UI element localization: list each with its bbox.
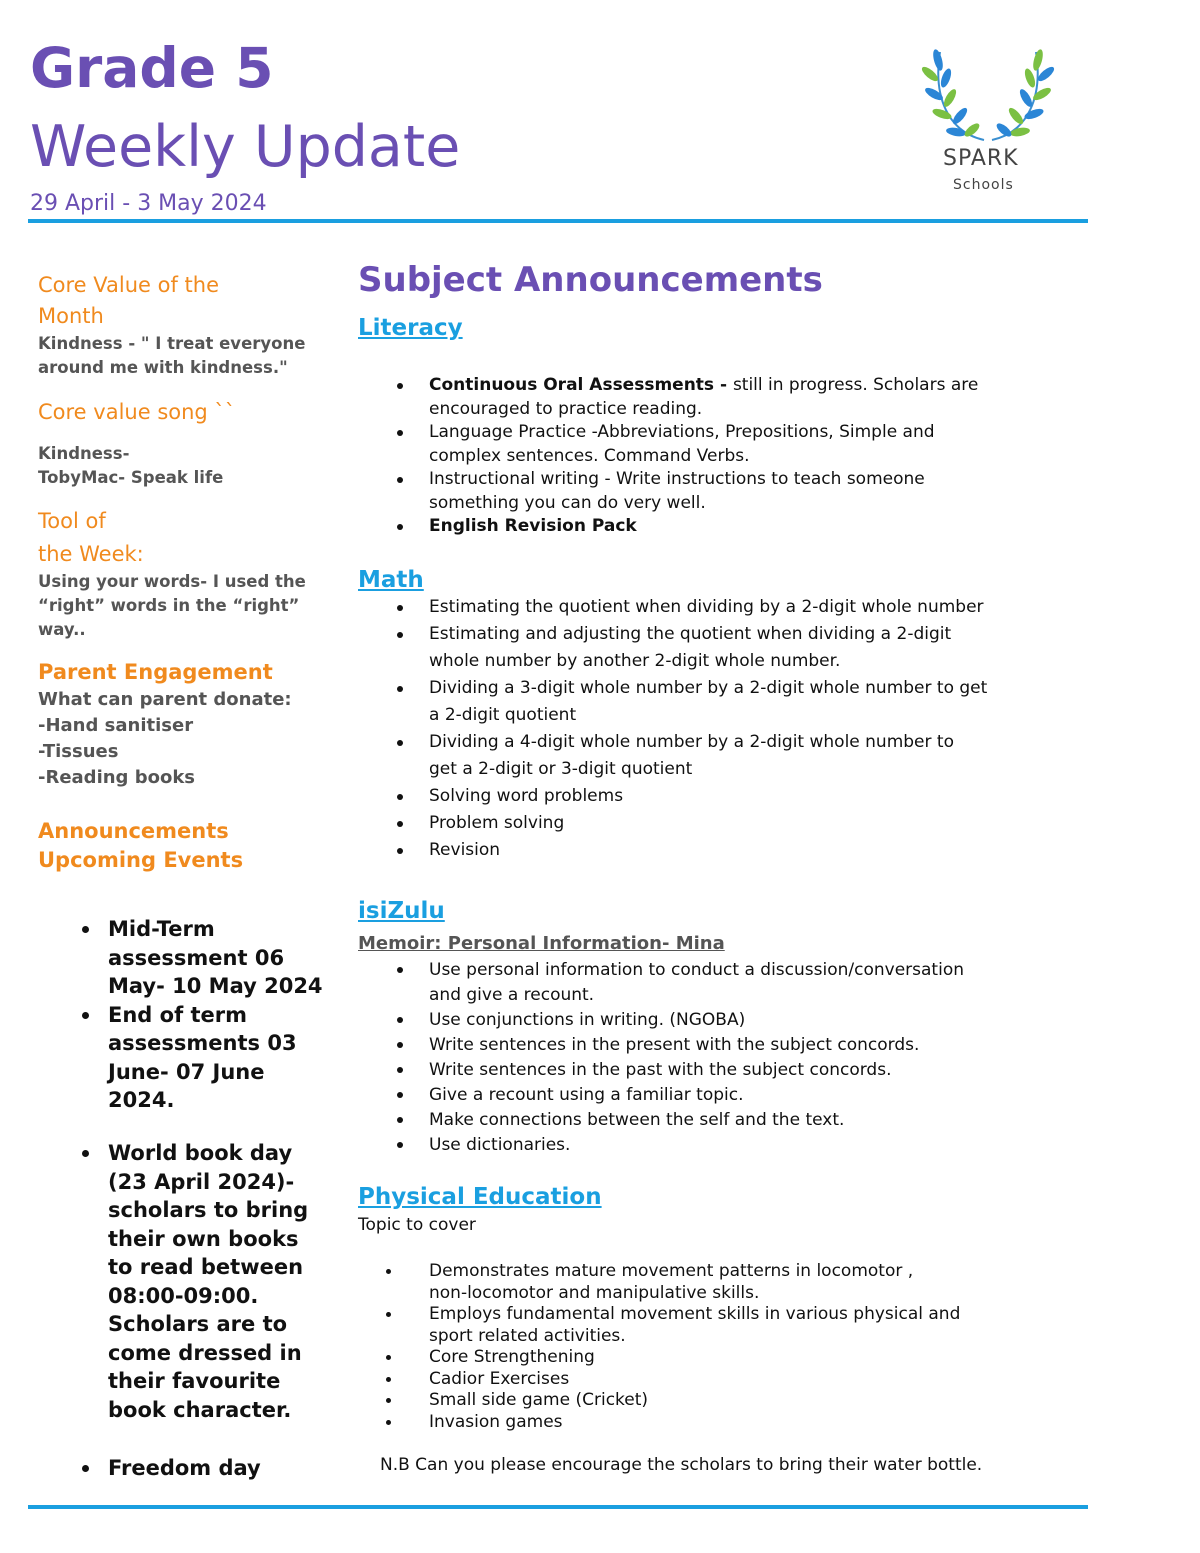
list-item	[358, 729, 1118, 783]
list-item	[358, 1347, 1118, 1369]
item-text: a 2-digit quotient	[429, 705, 577, 725]
core-value-heading-line-2: Month	[38, 304, 104, 328]
date-range: 29 April - 3 May 2024	[30, 191, 267, 216]
events-list-a	[38, 915, 338, 1115]
event-line: assessment 06	[108, 945, 285, 970]
item-text: Language Practice -Abbreviations, Prepositions, Simple and	[429, 422, 935, 442]
footer-divider	[28, 1505, 1088, 1509]
list-item	[358, 1008, 1118, 1033]
event-line: 08:00-09:00.	[108, 1283, 259, 1308]
tool-heading-line-2: the Week:	[38, 542, 144, 566]
event-line: book character.	[108, 1397, 292, 1422]
event-line: their favourite	[108, 1369, 281, 1393]
item-text: Use dictionaries.	[429, 1135, 571, 1155]
bullet-icon	[397, 1092, 403, 1098]
physical-education-heading[interactable]: Physical Education	[358, 1184, 602, 1210]
list-item	[358, 468, 1118, 515]
bullet-icon	[397, 605, 403, 611]
bullet-icon	[386, 1377, 391, 1382]
isizulu-subheading: Memoir: Personal Information- Mina	[358, 933, 725, 954]
item-text: Solving word problems	[429, 786, 624, 806]
core-value-text-line-1: Kindness - " I treat everyone	[38, 334, 306, 353]
bullet-icon	[397, 632, 403, 638]
bullet-icon	[397, 1042, 403, 1048]
item-text: Use conjunctions in writing. (NGOBA)	[429, 1010, 746, 1030]
events-list-c	[38, 1454, 338, 1483]
list-item	[358, 594, 1118, 621]
bullet-icon	[397, 848, 403, 854]
pe-intro: Topic to cover	[358, 1215, 476, 1235]
bullet-icon	[397, 1142, 403, 1148]
item-text: Estimating the quotient when dividing by a 2-digit whole number	[429, 597, 984, 617]
item-text: non-locomotor and manipulative skills.	[429, 1282, 760, 1303]
header-divider	[28, 219, 1088, 223]
list-item	[358, 1083, 1118, 1108]
bullet-icon	[82, 926, 89, 933]
bullet-icon	[386, 1269, 391, 1274]
list-item	[358, 1369, 1118, 1391]
bullet-icon	[397, 821, 403, 827]
event-line: (23 April 2024)-	[108, 1169, 295, 1194]
bullet-icon	[397, 1067, 403, 1073]
item-text: Give a recount using a familiar topic.	[429, 1085, 744, 1105]
item-text: Instructional writing - Write instructions to teach someone	[429, 469, 925, 489]
item-text: still in progress. Scholars are	[732, 375, 979, 395]
bullet-icon	[386, 1312, 391, 1317]
pe-note: N.B Can you please encourage the scholars to bring their water bottle.	[380, 1455, 983, 1475]
item-text: Cadior Exercises	[429, 1368, 570, 1389]
bullet-icon	[397, 740, 403, 746]
spark-schools-logo	[918, 42, 1058, 197]
literacy-heading[interactable]: Literacy	[358, 315, 463, 341]
bullet-icon	[397, 477, 403, 483]
parent-line: -Hand sanitiser	[38, 715, 194, 736]
item-text: Write sentences in the past with the subject concords.	[429, 1060, 892, 1080]
logo-text-spark: SPARK	[943, 146, 1019, 171]
list-item	[358, 1390, 1118, 1412]
upcoming-events-heading: Upcoming Events	[38, 848, 244, 872]
bullet-icon	[397, 967, 403, 973]
isizulu-list	[358, 958, 1118, 1158]
item-text: Core Strengthening	[429, 1347, 595, 1367]
event-line: Scholars are to	[108, 1312, 288, 1336]
item-text: and give a recount.	[429, 985, 595, 1005]
event-line: 2024.	[108, 1088, 175, 1112]
parent-line: -Tissues	[38, 741, 119, 762]
list-item	[358, 783, 1118, 810]
subject-announcements-title: Subject Announcements	[358, 260, 823, 300]
item-text: encouraged to practice reading.	[429, 398, 703, 419]
list-item	[38, 1454, 338, 1483]
item-text: Demonstrates mature movement patterns in locomotor ,	[429, 1261, 914, 1281]
list-item	[358, 958, 1118, 1008]
item-text: complex sentences. Command Verbs.	[429, 445, 750, 466]
logo-text-schools: Schools	[953, 177, 1014, 193]
literacy-list	[358, 374, 1118, 539]
list-item	[358, 621, 1118, 675]
item-text: something you can do very well.	[429, 492, 706, 513]
core-value-text-line-2: around me with kindness."	[38, 358, 288, 377]
item-text: Write sentences in the present with the subject concords.	[429, 1035, 920, 1055]
item-text: whole number by another 2-digit whole number.	[429, 651, 841, 671]
event-line: come dressed in	[108, 1340, 302, 1365]
list-item	[38, 915, 338, 1001]
item-text: get a 2-digit or 3-digit quotient	[429, 759, 693, 779]
item-text: sport related activities.	[429, 1325, 626, 1346]
item-text: Estimating and adjusting the quotient when dividing a 2-digit	[429, 624, 952, 644]
bullet-icon	[397, 524, 403, 530]
events-list-b	[38, 1139, 338, 1424]
list-item	[358, 374, 1118, 421]
list-item	[358, 837, 1118, 864]
list-item	[358, 1058, 1118, 1083]
item-text: Small side game (Cricket)	[429, 1390, 649, 1410]
bullet-icon	[397, 686, 403, 692]
page-title-grade: Grade 5	[30, 36, 274, 100]
item-text: Use personal information to conduct a discussion/conversation	[429, 960, 964, 980]
parent-engagement-heading: Parent Engagement	[38, 660, 273, 684]
list-item	[358, 1412, 1118, 1434]
list-item	[38, 1139, 338, 1424]
event-line: World book day	[108, 1141, 293, 1165]
laurel-wreath-icon	[918, 42, 1058, 147]
parent-line: What can parent donate:	[38, 689, 292, 710]
bullet-icon	[397, 1117, 403, 1123]
event-line: their own books	[108, 1226, 299, 1251]
sidebar	[38, 270, 338, 875]
list-item	[358, 1133, 1118, 1158]
tool-text-line-1: Using your words- I used the	[38, 572, 306, 591]
song-line-2: TobyMac- Speak life	[38, 468, 224, 487]
tool-heading-line-1: Tool of	[38, 509, 106, 533]
list-item	[38, 1001, 338, 1115]
bullet-icon	[82, 1150, 89, 1157]
bullet-icon	[397, 794, 403, 800]
item-text: Make connections between the self and the text.	[429, 1110, 845, 1130]
tool-text-line-3: way..	[38, 620, 86, 639]
page-title: Weekly Update	[30, 114, 461, 180]
song-heading: Core value song ``	[38, 400, 236, 424]
list-item	[358, 1304, 1118, 1347]
song-line-1: Kindness-	[38, 444, 130, 463]
bullet-icon	[397, 1017, 403, 1023]
tool-text-line-2: “right” words in the “right”	[38, 596, 300, 615]
list-item	[358, 1261, 1118, 1304]
event-line: to read between	[108, 1255, 304, 1279]
pe-list	[358, 1261, 1118, 1433]
item-text: Dividing a 3-digit whole number by a 2-digit whole number to get	[429, 678, 988, 698]
math-list	[358, 594, 1118, 864]
parent-line: -Reading books	[38, 767, 196, 788]
bullet-icon	[82, 1465, 89, 1472]
list-item	[358, 810, 1118, 837]
bullet-icon	[82, 1012, 89, 1019]
event-line: June- 07 June	[108, 1059, 265, 1084]
event-line: assessments 03	[108, 1031, 297, 1055]
list-item	[358, 515, 1118, 539]
core-value-heading-line-1: Core Value of the	[38, 273, 220, 297]
event-line: scholars to bring	[108, 1198, 309, 1222]
item-text: Dividing a 4-digit whole number by a 2-digit whole number to	[429, 732, 954, 752]
event-line: End of term	[108, 1002, 248, 1027]
item-text: Employs fundamental movement skills in various physical and	[429, 1304, 961, 1324]
bullet-icon	[397, 430, 403, 436]
item-bold-text: English Revision Pack	[429, 516, 637, 536]
item-text: Invasion games	[429, 1411, 563, 1432]
bullet-icon	[386, 1420, 391, 1425]
event-line: May- 10 May 2024	[108, 974, 323, 998]
announcements-heading: Announcements	[38, 819, 229, 843]
list-item	[358, 1033, 1118, 1058]
list-item	[358, 675, 1118, 729]
bullet-icon	[386, 1398, 391, 1403]
event-line: Freedom day	[108, 1456, 261, 1480]
item-text: Problem solving	[429, 813, 565, 833]
event-line: Mid-Term	[108, 917, 215, 941]
isizulu-heading[interactable]: isiZulu	[358, 898, 445, 924]
math-heading[interactable]: Math	[358, 567, 424, 593]
item-text: Revision	[429, 840, 501, 860]
list-item	[358, 421, 1118, 468]
bullet-icon	[386, 1355, 391, 1360]
list-item	[358, 1108, 1118, 1133]
item-bold-text: Continuous Oral Assessments -	[429, 375, 733, 395]
bullet-icon	[397, 383, 403, 389]
